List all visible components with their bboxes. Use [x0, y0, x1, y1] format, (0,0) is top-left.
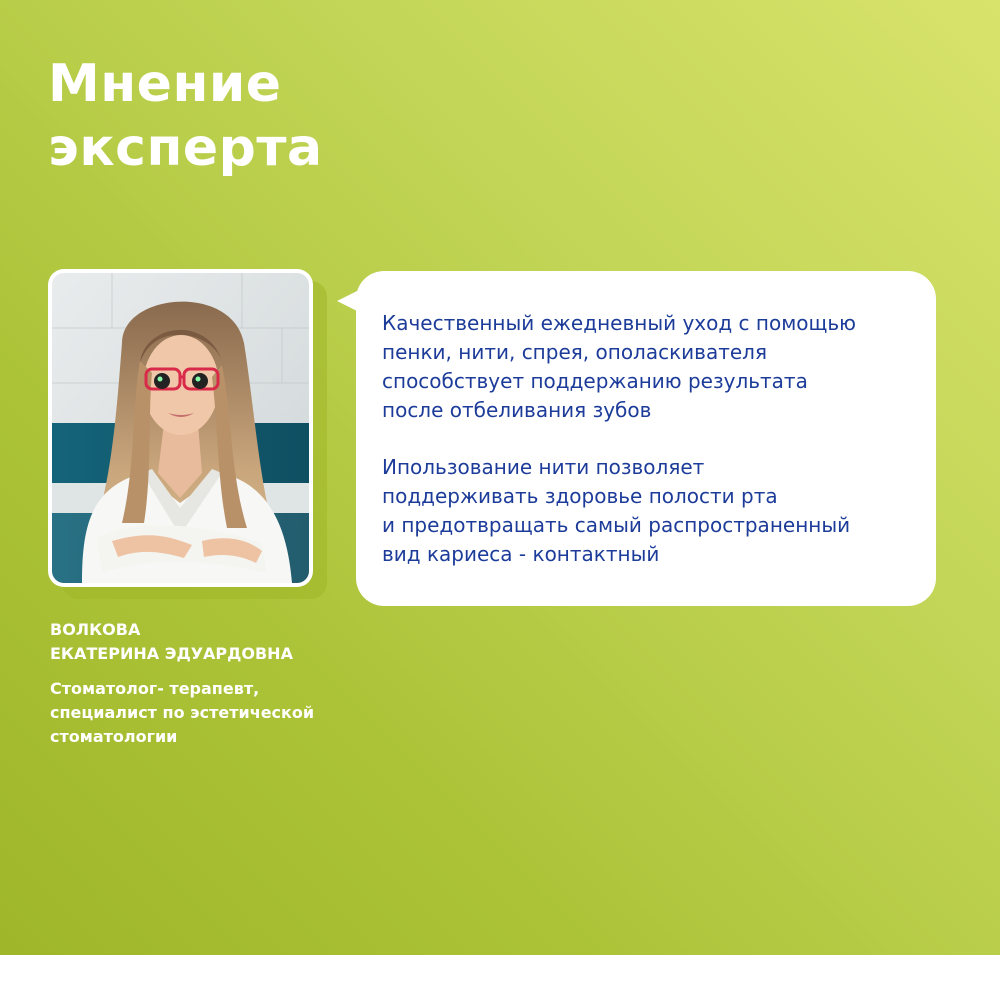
page-title-line-2: эксперта [48, 118, 323, 178]
expert-surname: ВОЛКОВА [50, 620, 141, 639]
expert-portrait-photo [52, 273, 309, 583]
portrait-illustration [52, 273, 309, 583]
expert-role: Стоматолог- терапевт, специалист по эстетической стоматологии [50, 679, 315, 746]
page-title-line-1: Мнение [48, 54, 282, 114]
expert-given-names: ЕКАТЕРИНА ЭДУАРДОВНА [50, 644, 293, 663]
page-title [48, 52, 323, 180]
expert-name [50, 618, 293, 666]
expert-photo-frame [48, 269, 313, 587]
quote-paragraph-1: Качественный ежедневный уход с помощью пенки, нити, спрея, ополаскивателя способствует поддержанию результата после отбеливания зубов [382, 311, 857, 422]
expert-quote-bubble [356, 271, 936, 606]
bottom-white-strip [0, 955, 1000, 1000]
quote-paragraph-2: Ипользование нити позволяет поддерживать здоровье полости рта и предотвращать самый распространенный вид кариеса - контактный [382, 455, 851, 566]
